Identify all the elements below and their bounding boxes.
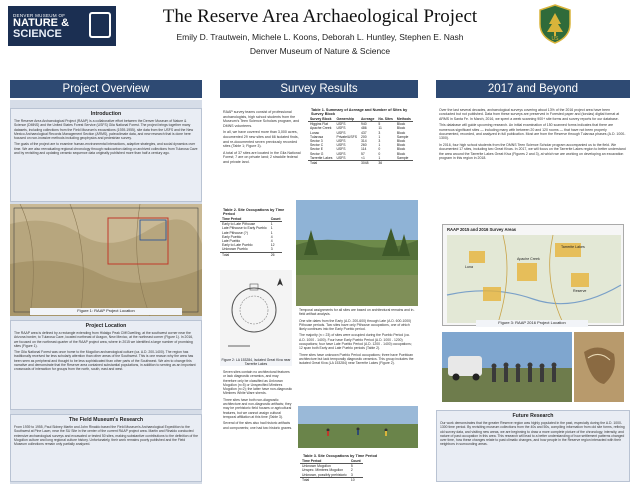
table-2-grid — [220, 217, 282, 257]
intro-paragraph-2: The goals of the project are to examine human-environmental interactions, adaptive strategies, and social dynamics over time. We are also reevaluating regional chronology through radiocarbon dating on archived collections from Tularosa Cave and by revisiting and updating ceramic sequence data originally published more than half a century ago. — [14, 142, 198, 156]
survey-paragraph-5: One site dates from the Early (A.D. 200-600) through Late (A.D. 600-1000) Pithouse periods. Two sites have only Pithouse occupations, one of which likely continues into the Early Pueblo period. — [299, 318, 412, 332]
table-cell: Tularosa — [310, 134, 324, 139]
field-team-photo — [298, 406, 418, 448]
table-cell: Block — [396, 130, 406, 135]
table-cell: USFS — [336, 126, 346, 131]
table-row — [220, 252, 282, 257]
table-cell: Sector E — [310, 147, 324, 152]
table-cell: 57 — [360, 151, 365, 156]
table-cell: Tarrerite Lakes — [310, 155, 333, 160]
survey-paragraph-4: Temporal assignments for all sites are based on architectural remains and in-field artifact analysis. — [299, 308, 415, 317]
table-cell: 260 — [360, 143, 367, 148]
table-cell: Block — [396, 122, 406, 127]
table-cell: 5 — [378, 122, 381, 127]
poster-affiliation: Denver Museum of Nature & Science — [249, 46, 391, 56]
column-beyond — [436, 100, 630, 484]
table-row — [308, 156, 413, 161]
table-1 — [308, 106, 416, 190]
intro-paragraph-1: The Reserve Area Archaeological Project (RAAP) is a collaborative effort between the Denver Museum of Nature & Science (DMNS) and the United States Forest Service (USFS) Gila National Forest. The project brings together many datasets, including collections from the Field Museum's excavations (1939-1955), site data from the USFS and the New Mexico Archaeological Records Management Section (ARMS), paleoclimate data, and new research that is done here focused on non-invasive methods including geophysics and pedestrian survey. — [14, 119, 194, 141]
table-cell: Private/USFS — [336, 134, 357, 139]
dmns-mark-icon — [89, 12, 111, 38]
table-cell: Total — [220, 252, 269, 257]
table-cell: Block — [396, 147, 406, 152]
table-cell: Sector G — [310, 151, 324, 156]
dmns-logo-line3: SCIENCE — [13, 28, 62, 40]
table1-header-3: No. Sites — [378, 117, 393, 121]
table1-header-2: Acreage — [360, 117, 375, 121]
table-cell: Sample — [396, 155, 409, 160]
location-paragraph-1: The RAAP area is defined by a rectangle extending from Hidalgo Peak Cliff Dwelling, at the southwest corner near the Arizona border, to Tularosa Cave, located northeast of Aragon, New Mexico, at the northeast corner (Figure 1). In 2016, we focused on the northeast quarter of the RAAP project area, where in 2015 we identified a large number of promising sites (Figure 1). — [14, 331, 194, 348]
table-cell — [334, 161, 359, 166]
table-cell: Unspec. Mimbres Mogollon — [302, 468, 344, 473]
table-cell: 3 — [270, 247, 273, 252]
table3-header-0: Time Period — [300, 459, 349, 464]
introduction-title: Introduction — [90, 111, 122, 117]
table-cell: 1 — [378, 155, 381, 160]
table-cell: Block — [396, 126, 406, 131]
table-cell: Late Pithouse (?) — [222, 230, 248, 235]
table-1-title: Table 1. Summary of Acreage and Number of Sites by Survey Block — [311, 108, 408, 116]
survey-paragraph-1: RAAP survey teams consist of professional archaeologists, high school students from the Museum's Teen Science Scholars program, and DMNS volunteers. — [223, 110, 300, 128]
survey-paragraph-10: Several of the sites also had historic artifacts and components; one had two historic graves. — [223, 421, 293, 430]
project-location-map — [10, 204, 202, 316]
great-kiva-plan — [220, 270, 292, 366]
table-row — [308, 161, 413, 166]
table-3-title: Table 3. Site Occupations by Time Period — [303, 454, 378, 458]
table-2-title: Table 2. Site Occupations by Time Period — [223, 208, 285, 216]
survey-paragraph-9: Three sites have both non-diagnostic architecture and non-diagnostic artifacts; they may be prehistoric field houses or agricultural features, but we cannot assign cultural temporal affiliation at this time (Table 3). — [223, 397, 292, 419]
survey-paragraph-8: Seven sites contain no architectural features or lack diagnostic ceramics, and may therefore only be classified as Unknown Mogollon (n=5) or Unspecified Mimbres Mogollon (n=2); the latter have non-diagnostic Mimbres White Ware sherds. — [223, 370, 293, 396]
table-cell: 1 — [378, 134, 381, 139]
map-label-luna: Luna — [465, 265, 473, 269]
table-cell: 200 — [360, 134, 367, 139]
field-museum-paragraph: From 1939 to 1955, Paul Sidney Martin and John Rinaldo based the Field Museum's Archaeological Expedition to the Southwest at Pine Lawn, near the SU Site in the center of the current RAAP project area. Martin and Rinaldo conducted extensive archaeological surveys and excavated or tested 50 sites, making substantive contributions to the definition of the Mogollon culture and long regional culture history. Unfortunately, their work remains poorly published and the Field Museum collections remain only partially analyzed. — [14, 425, 198, 447]
project-location-title: Project Location — [85, 323, 127, 329]
table-cell: Block — [396, 143, 406, 148]
table-cell: USFS — [336, 147, 346, 152]
section-header-survey: Survey Results — [220, 80, 418, 98]
survey-areas-map — [442, 224, 624, 326]
table-cell: USFS — [336, 122, 346, 127]
table-cell: Sector C — [310, 143, 324, 148]
dmns-logo-line2: NATURE & — [13, 17, 70, 29]
table-cell: Total — [300, 477, 349, 482]
poster-authors: Emily D. Trautwein, Michele L. Koons, Deborah L. Huntley, Stephen E. Nash — [176, 32, 464, 42]
table-cell: USFS — [336, 143, 346, 148]
table-cell: 486 — [360, 126, 367, 131]
poster-title: The Reserve Area Archaeological Project — [162, 6, 478, 27]
table-2 — [220, 206, 292, 272]
artifact-photo — [574, 332, 624, 402]
table2-header-0: Time Period — [220, 217, 269, 222]
table-cell: USFS — [336, 155, 346, 160]
table-cell: USFS — [336, 151, 346, 156]
beyond-paragraph-3: In 2016, four high school students from the DMNS Teen Science Scholar program accompanied us to the field. We documented 17 sites, including two Great Kivas. In 2017, we will focus on the Tarrerite Lakes region to better understand the area around the Tarrerite Lakes Great Kiva (Figures 2 and 3), at which we are working on developing an excavation program in this region in 2018. — [439, 142, 626, 161]
table-cell: 114 — [360, 147, 367, 152]
table1-header-1: Ownership — [334, 117, 359, 122]
table-cell: Sample — [396, 134, 409, 139]
location-paragraph-2: The Gila National Forest was once home to the Mogollon archaeological culture (ca. A.D. 200-1400). The region has traditionally received far less scholarly attention than other areas of the Southwest. This is one reason why the area has been seen as peripheral and thought to be less sophisticated than other parts of the Southwest. We aim to change this narrative and demonstrate that the Reserve area contained substantial populations, in addition to serving as an important crossroads of interaction for groups from the north, south, east and west. — [14, 350, 196, 372]
table-cell: Block — [396, 151, 406, 156]
table-cell: Unknown Pueblo — [222, 247, 248, 252]
table-cell: 4 — [270, 234, 273, 239]
table-cell — [395, 161, 413, 166]
table-cell: 5 — [350, 464, 353, 469]
table-cell: 1 — [270, 230, 273, 235]
table-cell: Apache Creek — [310, 126, 332, 131]
beyond-paragraph-2: This database will guide upcoming research. An initial examination of 150 scanned forms indicates that there are numerous significant sites — including many with between 20 and 120 rooms — that have not been properly documented, recorded, and analyzed in full publication. Most are from the Reserve through Tularosa phases (A.D. 1000-1300). — [439, 123, 626, 141]
field-museum-title: The Field Museum's Research — [68, 417, 144, 423]
table-row — [308, 126, 413, 130]
dmns-logo — [8, 6, 116, 46]
map-label-tarrerite-lakes: Tarrerite Lakes — [561, 245, 585, 249]
table-cell: 0 — [378, 151, 381, 156]
table3-header-1: Count — [350, 459, 361, 463]
column-survey — [220, 100, 418, 484]
table-3 — [300, 452, 400, 482]
table-cell: Early Pueblo — [222, 234, 242, 239]
survey-paragraph-7: Three sites have unknown Pueblo Period occupations; three have Puebloan architecture but lack temporally diagnostic ceramics. This group includes the isolated Great Kiva (LA 153284) near Tarrerite Lakes (Figure 2). — [299, 352, 414, 366]
survey-paragraph-2: In all, we have covered more than 3,000 acres, documented 29 new sites and 66 isolated finds, and re-documented seven previously recorded sites (Table 1; Figure 3). — [223, 130, 299, 149]
table-cell: 26 — [269, 252, 283, 257]
usfs-shield-icon — [538, 4, 572, 44]
table-cell: 3 — [378, 139, 381, 144]
future-research-title: Future Research — [512, 413, 554, 419]
table-1-grid — [308, 117, 413, 165]
table1-header-4: Methods — [396, 117, 411, 121]
beyond-paragraph-1: Over the last several decades, archaeological surveys covering about 13% of the 2016 project area have been conducted but not published. Data from these surveys are preserved in Forested paper and (tondas) digital format at ARMS in Santa Fe. In March, 2016, we spent a week scanning 900+ site forms and survey reports for our database. — [439, 108, 620, 121]
table2-header-1: Count — [270, 217, 281, 221]
table-cell: Lunac — [310, 130, 320, 135]
svg-text:US: US — [551, 36, 559, 42]
map-label-apache-creek: Apache Creek — [517, 257, 540, 261]
table-cell: 940 — [360, 122, 367, 127]
table-cell: Higgins Flat — [310, 122, 328, 127]
table-cell: 1 — [270, 222, 273, 227]
introduction-box — [10, 108, 202, 202]
figure-1-caption: Figure 1: RAAP Project Location — [30, 308, 182, 315]
table-cell: USFS — [336, 130, 346, 135]
table-cell: USFS — [336, 139, 346, 144]
table-cell: Late Pueblo — [222, 239, 241, 244]
field-museum-box — [10, 414, 202, 482]
table-cell: 314 — [360, 139, 367, 144]
table1-header-0: Survey Block — [308, 117, 334, 122]
table-cell: <1 — [360, 155, 365, 160]
column-overview — [10, 100, 202, 484]
table-cell: Sector 3 — [310, 139, 323, 144]
table-cell: 437 — [360, 130, 367, 135]
table-cell: Early to Late Pueblo — [222, 243, 253, 248]
poster-header — [0, 0, 640, 78]
table-cell: 4 — [270, 239, 273, 244]
table-cell: 11 — [378, 126, 382, 131]
future-research-box — [436, 410, 630, 482]
project-location-box — [10, 320, 202, 410]
figure-2-caption: Figure 2: LA 153284, Isolated Great Kiva near Tarrerite Lakes — [221, 358, 291, 366]
table-cell: Unknown, possibly prehistoric — [302, 472, 347, 477]
map-label-reserve: Reserve — [573, 289, 587, 293]
section-header-overview: Project Overview — [10, 80, 202, 98]
table-cell: Late Pithouse to Early Pueblo — [222, 226, 267, 231]
team-group-photo — [442, 332, 572, 402]
table-cell: Unknown Mogollon — [302, 464, 331, 469]
table-cell: Block — [396, 139, 406, 144]
future-research-paragraph: Our work demonstrates that the greater Reserve region was highly populated in the past, especially during the A.D. 1000-1300 time period. By revisiting museum collections from the 40s and 50s, compiling information from old site forms, refining old survey data, and visiting new areas, we are beginning to draw a more complete picture of the chronology, intensity, and nature of past occupation in this area. This research will lead to a better understanding of how settlement patterns changed over time, how these changes relate to past climatic changes, and how people in the Reserve region interacted with their neighbors in surrounding areas. — [440, 421, 625, 447]
survey-areas-map-title: RAAP 2015 and 2016 Survey Areas — [447, 227, 517, 232]
dmns-logo-line1: DENVER MUSEUM OF — [13, 13, 66, 18]
table-cell: 10 — [349, 477, 363, 482]
table-cell: 2 — [350, 468, 353, 473]
table-cell: 12 — [270, 243, 275, 248]
figure-3-caption: Figure 3: RAAP 2016 Project Location — [476, 320, 588, 327]
table-row — [300, 477, 363, 482]
table-cell: Early to Late Pithouse — [222, 222, 256, 227]
table-cell: 1 — [270, 226, 273, 231]
survey-landscape-photo — [296, 200, 418, 306]
survey-paragraph-6: The majority (n = 23) of sites were occupied during the Pueblo Period (ca. A.D. 1000 - 1400). Four have Early Pueblo Period (A.D. 1000 - 1200) occupations; four have Late Pueblo Period (A.D. 1200 - 1400) occupations; 12 span both Early and Late Pueblo periods (Table 2). — [299, 333, 412, 351]
table-cell: 3048 — [359, 161, 376, 166]
table-cell: 36 — [376, 161, 395, 166]
table-cell: 1 — [378, 143, 381, 148]
table-cell: 0 — [378, 147, 381, 152]
survey-paragraph-3: A total of 37 sites are located in the Gila National Forest; 7 are on private land; 2 straddle federal and private land. — [223, 150, 301, 164]
section-header-beyond: 2017 and Beyond — [436, 80, 630, 98]
table-cell: 3 — [350, 472, 353, 477]
table-3-grid — [300, 459, 363, 482]
table-cell: Total — [308, 161, 334, 166]
table-cell: 3 — [378, 130, 381, 135]
